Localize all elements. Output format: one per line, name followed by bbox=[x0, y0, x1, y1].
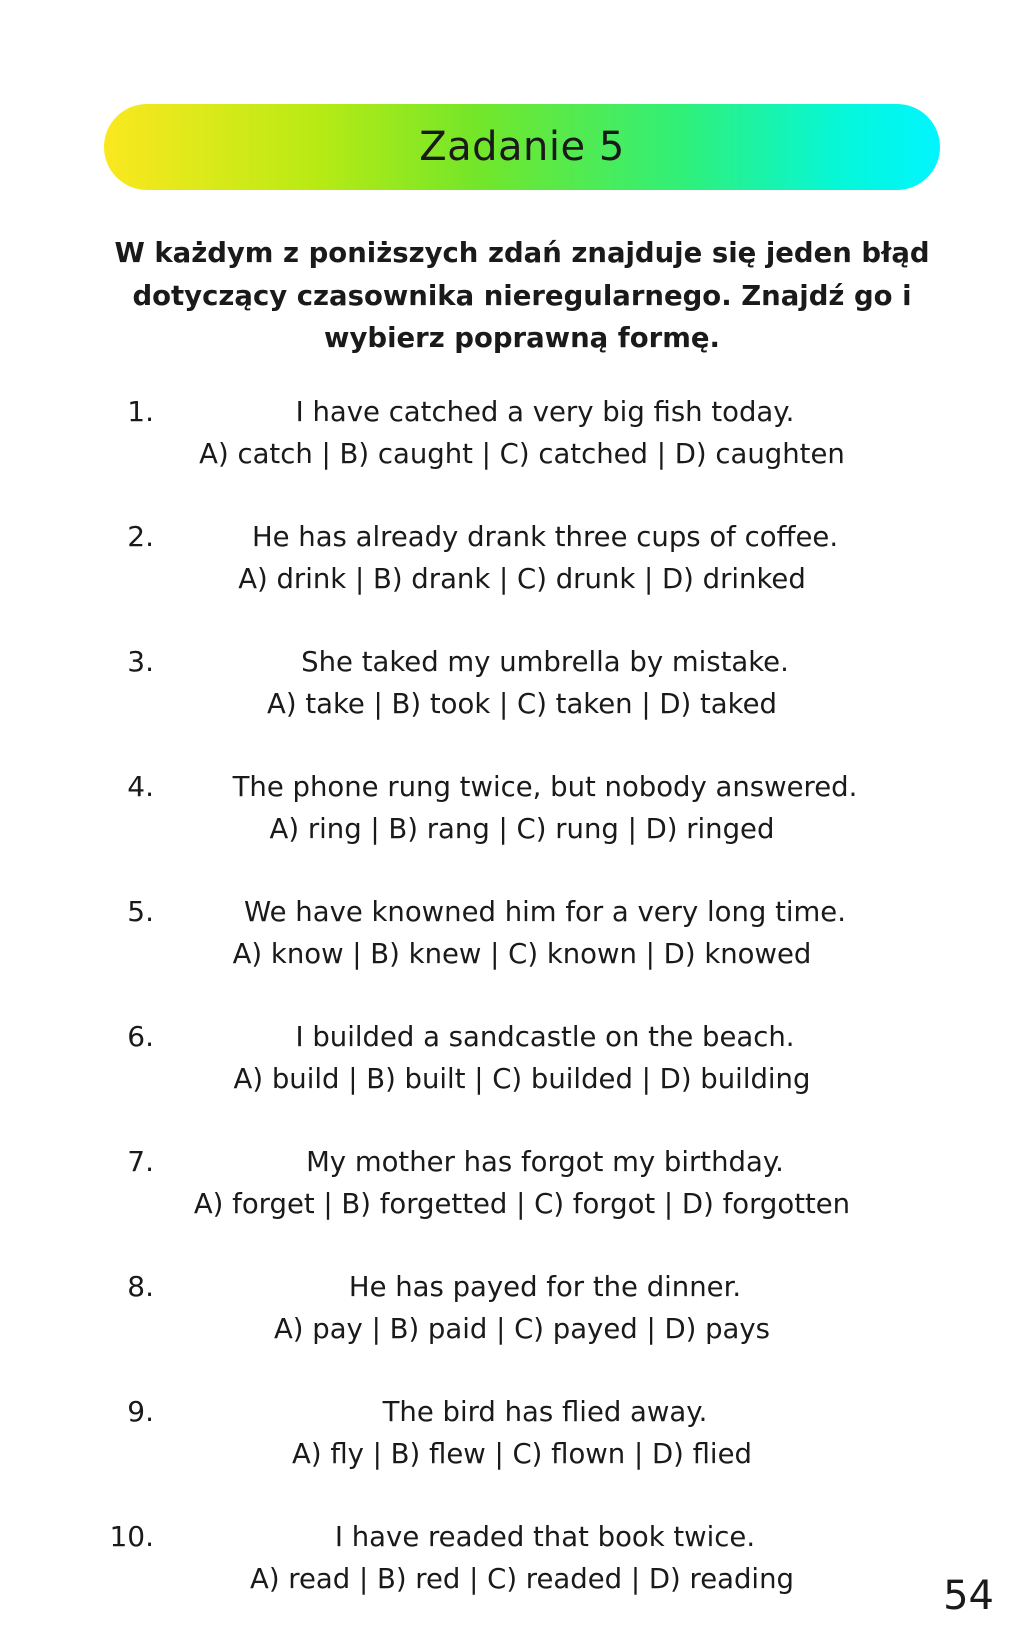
item-options: A) catch | B) caught | C) catched | D) caughten bbox=[199, 438, 845, 470]
item-sentence: I have readed that book twice. bbox=[334, 1521, 756, 1553]
instruction-text: W każdym z poniższych zdań znajduje się jeden błąd dotyczący czasownika nieregularnego. Znajdź go i wybierz poprawną formę. bbox=[114, 237, 930, 354]
item-number: 3. bbox=[127, 645, 154, 678]
exercise-item bbox=[0, 641, 1024, 731]
item-number: 2. bbox=[127, 520, 154, 553]
exercise-item bbox=[0, 391, 1024, 481]
exercise-item bbox=[0, 1016, 1024, 1106]
item-number: 1. bbox=[127, 395, 154, 428]
item-options: A) pay | B) paid | C) payed | D) pays bbox=[273, 1313, 771, 1345]
item-options: A) drink | B) drank | C) drunk | D) drinked bbox=[238, 563, 806, 595]
item-sentence: I builded a sandcastle on the beach. bbox=[295, 1021, 795, 1053]
exercise-item bbox=[0, 1391, 1024, 1481]
item-number: 6. bbox=[127, 1020, 154, 1053]
item-sentence: We have knowned him for a very long time. bbox=[244, 896, 846, 928]
item-number: 7. bbox=[127, 1145, 154, 1178]
item-number: 8. bbox=[127, 1270, 154, 1303]
item-options: A) fly | B) flew | C) flown | D) flied bbox=[292, 1438, 752, 1470]
exercise-item bbox=[0, 1266, 1024, 1356]
item-number: 5. bbox=[127, 895, 154, 928]
item-sentence: He has already drank three cups of coffee. bbox=[251, 521, 839, 553]
title-banner bbox=[104, 104, 940, 190]
item-sentence: My mother has forgot my birthday. bbox=[306, 1146, 784, 1178]
page-number: 54 bbox=[943, 1573, 994, 1619]
item-options: A) ring | B) rang | C) rung | D) ringed bbox=[269, 813, 775, 845]
item-sentence: She taked my umbrella by mistake. bbox=[301, 646, 789, 678]
item-number: 10. bbox=[109, 1520, 154, 1553]
exercise-item bbox=[0, 1516, 1024, 1606]
item-options: A) take | B) took | C) taken | D) taked bbox=[267, 688, 777, 720]
item-sentence: I have catched a very big fish today. bbox=[295, 396, 795, 428]
exercise-item bbox=[0, 516, 1024, 606]
page-title: Zadanie 5 bbox=[419, 124, 625, 170]
item-options: A) read | B) red | C) readed | D) reading bbox=[250, 1563, 794, 1595]
item-options: A) forget | B) forgetted | C) forgot | D) forgotten bbox=[193, 1188, 851, 1220]
item-sentence: The bird has flied away. bbox=[382, 1396, 708, 1428]
exercise-item bbox=[0, 1141, 1024, 1231]
exercise-item bbox=[0, 891, 1024, 981]
item-number: 4. bbox=[127, 770, 154, 803]
item-options: A) know | B) knew | C) known | D) knowed bbox=[232, 938, 812, 970]
item-number: 9. bbox=[127, 1395, 154, 1428]
item-sentence: He has payed for the dinner. bbox=[348, 1271, 742, 1303]
item-sentence: The phone rung twice, but nobody answered. bbox=[232, 771, 858, 803]
exercise-item bbox=[0, 766, 1024, 856]
item-options: A) build | B) built | C) builded | D) building bbox=[233, 1063, 811, 1095]
